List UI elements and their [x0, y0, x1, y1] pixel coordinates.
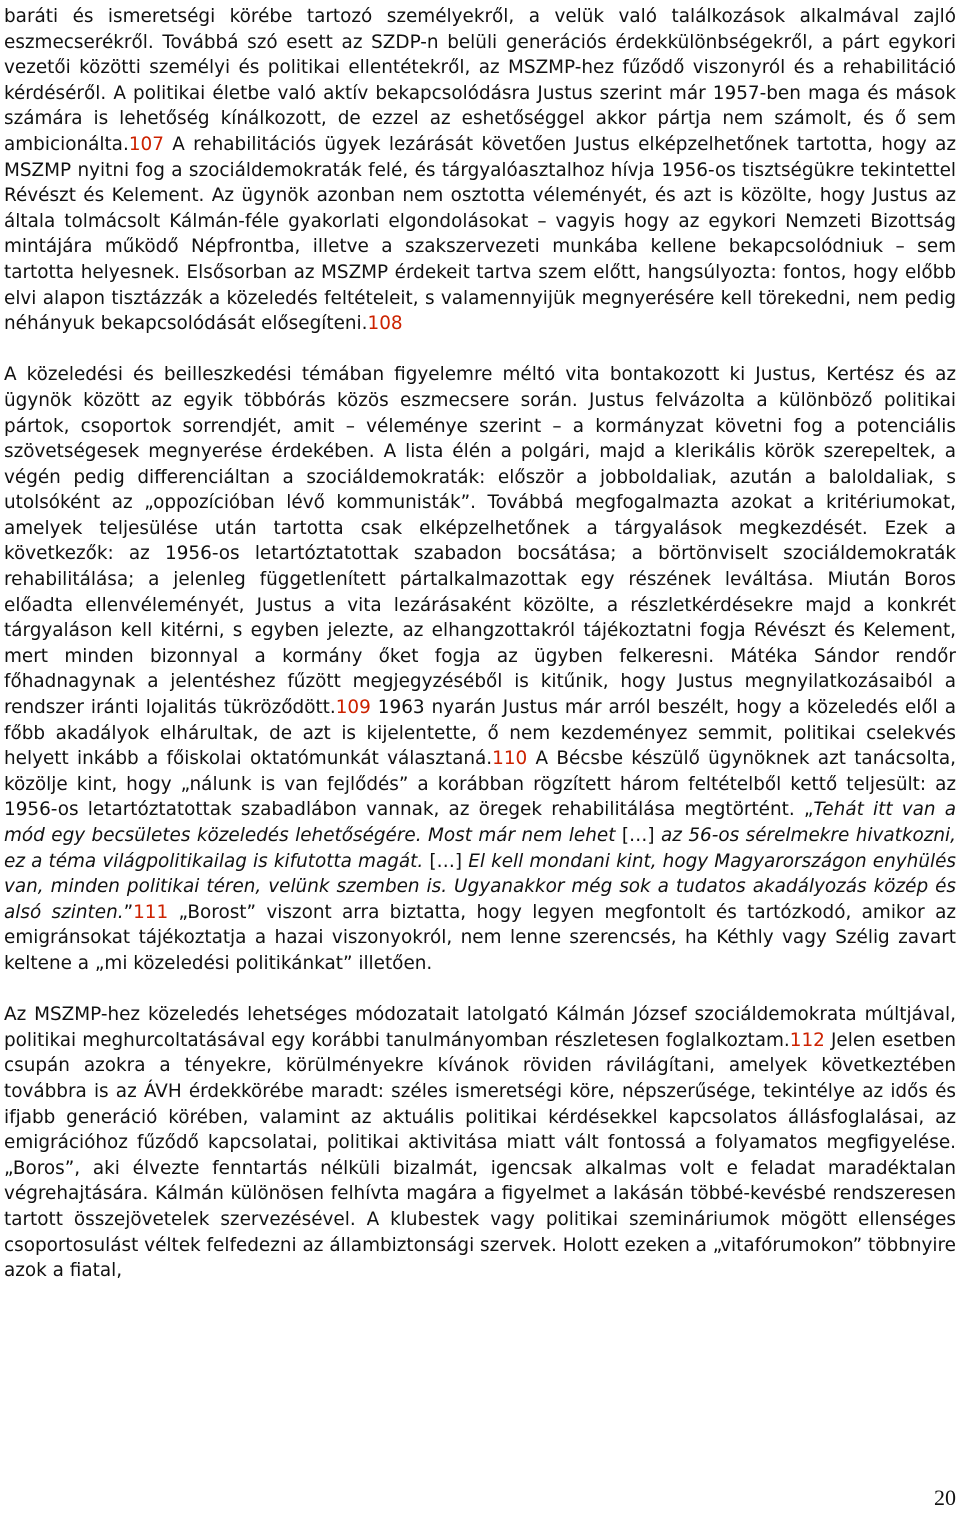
paragraph-1: [4, 4, 956, 337]
paragraph-text: Az MSZMP-hez közeledés lehetséges módozatait latolgató Kálmán József szociáldemokrata múltjával, politikai meghurcoltatásával egy korábbi tanulmányomban részletesen foglalkoztam.: [4, 1004, 956, 1051]
paragraph-text: ”: [123, 901, 134, 923]
footnote-ref-111[interactable]: 111: [133, 901, 169, 923]
paragraph-text: […]: [615, 825, 662, 846]
footnote-ref-112[interactable]: 112: [789, 1029, 825, 1051]
paragraph-text: baráti és ismeretségi körébe tartozó személyekről, a velük való találkozások alkalmával zajló eszmecserékről. Továbbá szó esett az SZDP-n belüli generációs érdekkülönbségekről, a párt egykori vezetői közötti személyi és politikai ellentétekről, az MSZMP-hez fűződő viszonyról és a rehabilitáció kérdéséről. A politikai életbe való aktív bekapcsolódásra Justus szerint már 1957-ben maga és mások számára is lehetőség kínálkozott, de ezzel az eshetőséggel akkor pártja nem számolt, és ő sem ambicionálta.: [4, 6, 956, 155]
quoted-text: az 56-os sérelmekre hivatkozni, ez a téma világpolitikailag is kifutotta magát.: [4, 825, 957, 872]
paragraph-gap: [4, 337, 956, 363]
paragraph-3: [4, 1002, 956, 1284]
paragraph-text: A Bécsbe készülő ügynöknek azt tanácsolta, közölje kint, hogy „nálunk is van fejlődés” a korábban rögzített három feltételből kettő teljesült: az 1956-os letartóztatottak szabadlábon vannak, az öregek rehabilitálása megtörtént. „: [4, 748, 956, 821]
paragraph-text: „Borost” viszont arra biztatta, hogy legyen megfontolt és tartózkodó, amikor az emigránsokat tájékoztatja a hazai viszonyokról, nem lenne szerencsés, ha Kéthly vagy Szélig zavart keltene a „mi közeledési politikánkat” illetően.: [4, 901, 956, 974]
paragraph-text: Jelen esetben csupán azokra a tényekre, körülményekre kívánok röviden rávilágítani, amelyek következtében továbbra is az ÁVH érdekkörébe maradt: széles ismeretségi köre, népszerűsége, tekintélye az idős és ifjabb generáció körében, valamint az aktuális politikai kérdésekkel kapcsolatos állásfoglalásai, az emigrációhoz fűződő kapcsolatai, politikai aktivitása miatt vált fontossá a folyamatos megfigyelése. „Boros”, aki élvezte fenntartás nélküli bizalmát, igencsak alkalmas volt e feladat maradéktalan végrehajtására. Kálmán különösen felhívta magára a figyelmet a lakásán többé-kevésbé rendszeresen tartott összejövetelek szervezésével. A klubestek vagy politikai szemináriumok mögött ellenséges csoportosulást véltek felfedezni az állambiztonsági szervek. Holott ezeken a „vitafórumokon” többnyire azok a fiatal,: [4, 1029, 956, 1282]
paragraph-text: […]: [423, 850, 469, 872]
document-body: [4, 4, 956, 1284]
paragraph-text: A közeledési és beilleszkedési témában figyelemre méltó vita bontakozott ki Justus, Kertész és az ügynök között az egyik többórás közös eszmecsere során. Justus felvázolta a különböző politikai pártok, csoportok sorrendjét, amit – véleménye szerint – a kormányzat követni fog a potenciális szövetségesek megnyerése érdekében. A lista élén a polgári, majd a klerikális körök szerepeltek, a végén pedig differenciáltan a szociáldemokraták: először a jobboldaliak, azután a baloldaliak, s utolsóként az „oppozícióban lévő kommunisták”. Továbbá megfogalmazta azokat a kritériumokat, amelyek teljesülése után tartotta csak elképzelhetőnek a tárgyalások megkezdését. Ezek a következők: az 1956-os letartóztatottak szabadon bocsátása; a börtönviselt szociáldemokraták rehabilitálása; a jelenleg függetlenített pártalkalmazottak egy részének leváltása. Miután Boros előadta ellenvéleményét, Justus a vita lezárásaként közölte, a részletkérdésekre majd a konkrét tárgyaláson kell kitérni, s egyben jelezte, az elhangzottakról tájékoztatni fogja Révészt és Kelement, mert minden bizonnyal a kormány őket fogja az ügyben felkeresni. Mátéka Sándor rendőr főhadnagynak a jelentéshez fűzött megjegyzéséből is kitűnik, hogy Justus megnyilatkozásaiból a rendszer iránti lojalitás tükröződött.: [4, 364, 956, 719]
paragraph-text: 1963 nyarán Justus már arról beszélt, hogy a közeledés elől a főbb akadályok elhárultak, de azt is kijelentette, ő nem kezdeményez semmit, politikai cselekvés helyett inkább a főiskolai oktatómunkát választaná.: [4, 697, 956, 770]
footnote-ref-109[interactable]: 109: [335, 697, 371, 719]
quoted-text: Tehát itt van a mód egy becsületes közeledés lehetőségére. Most már nem lehet: [4, 799, 956, 846]
quoted-text: El kell mondani kint, hogy Magyarországon enyhülés van, minden politikai téren, velünk szemben is. Ugyanakkor még sok a tudatos akadályozás közép és alsó szinten.: [4, 850, 956, 923]
footnote-ref-107[interactable]: 107: [128, 133, 164, 155]
page-number: 20: [934, 1485, 956, 1510]
paragraph-text: A rehabilitációs ügyek lezárását követően Justus elképzelhetőnek tartotta, hogy az MSZMP nyitni fog a szociáldemokraták felé, és tárgyalóasztalhoz hívja 1956-os tisztségükre tekintettel Révészt és Kelement. Az ügynök azonban nem osztotta véleményét, és azt is közölte, hogy Justus az általa tolmácsolt Kálmán-féle gyakorlati elgondolásokat – vagyis hogy az egykori Nemzeti Bizottság mintájára működő Népfrontba, illetve a szakszervezeti munkába kellene bekapcsolódniuk – sem tartotta helyesnek. Elsősorban az MSZMP érdekeit tartva szem előtt, hangsúlyozta: fontos, hogy előbb elvi alapon tisztázzák a közeledés feltételeit, s valamennyijük megnyerésére kell törekedni, nem pedig néhányuk bekapcsolódását elősegíteni.: [4, 133, 956, 335]
paragraph-2: [4, 362, 956, 976]
footnote-ref-108[interactable]: 108: [367, 313, 403, 335]
paragraph-gap: [4, 977, 956, 1003]
footnote-ref-110[interactable]: 110: [492, 748, 528, 770]
